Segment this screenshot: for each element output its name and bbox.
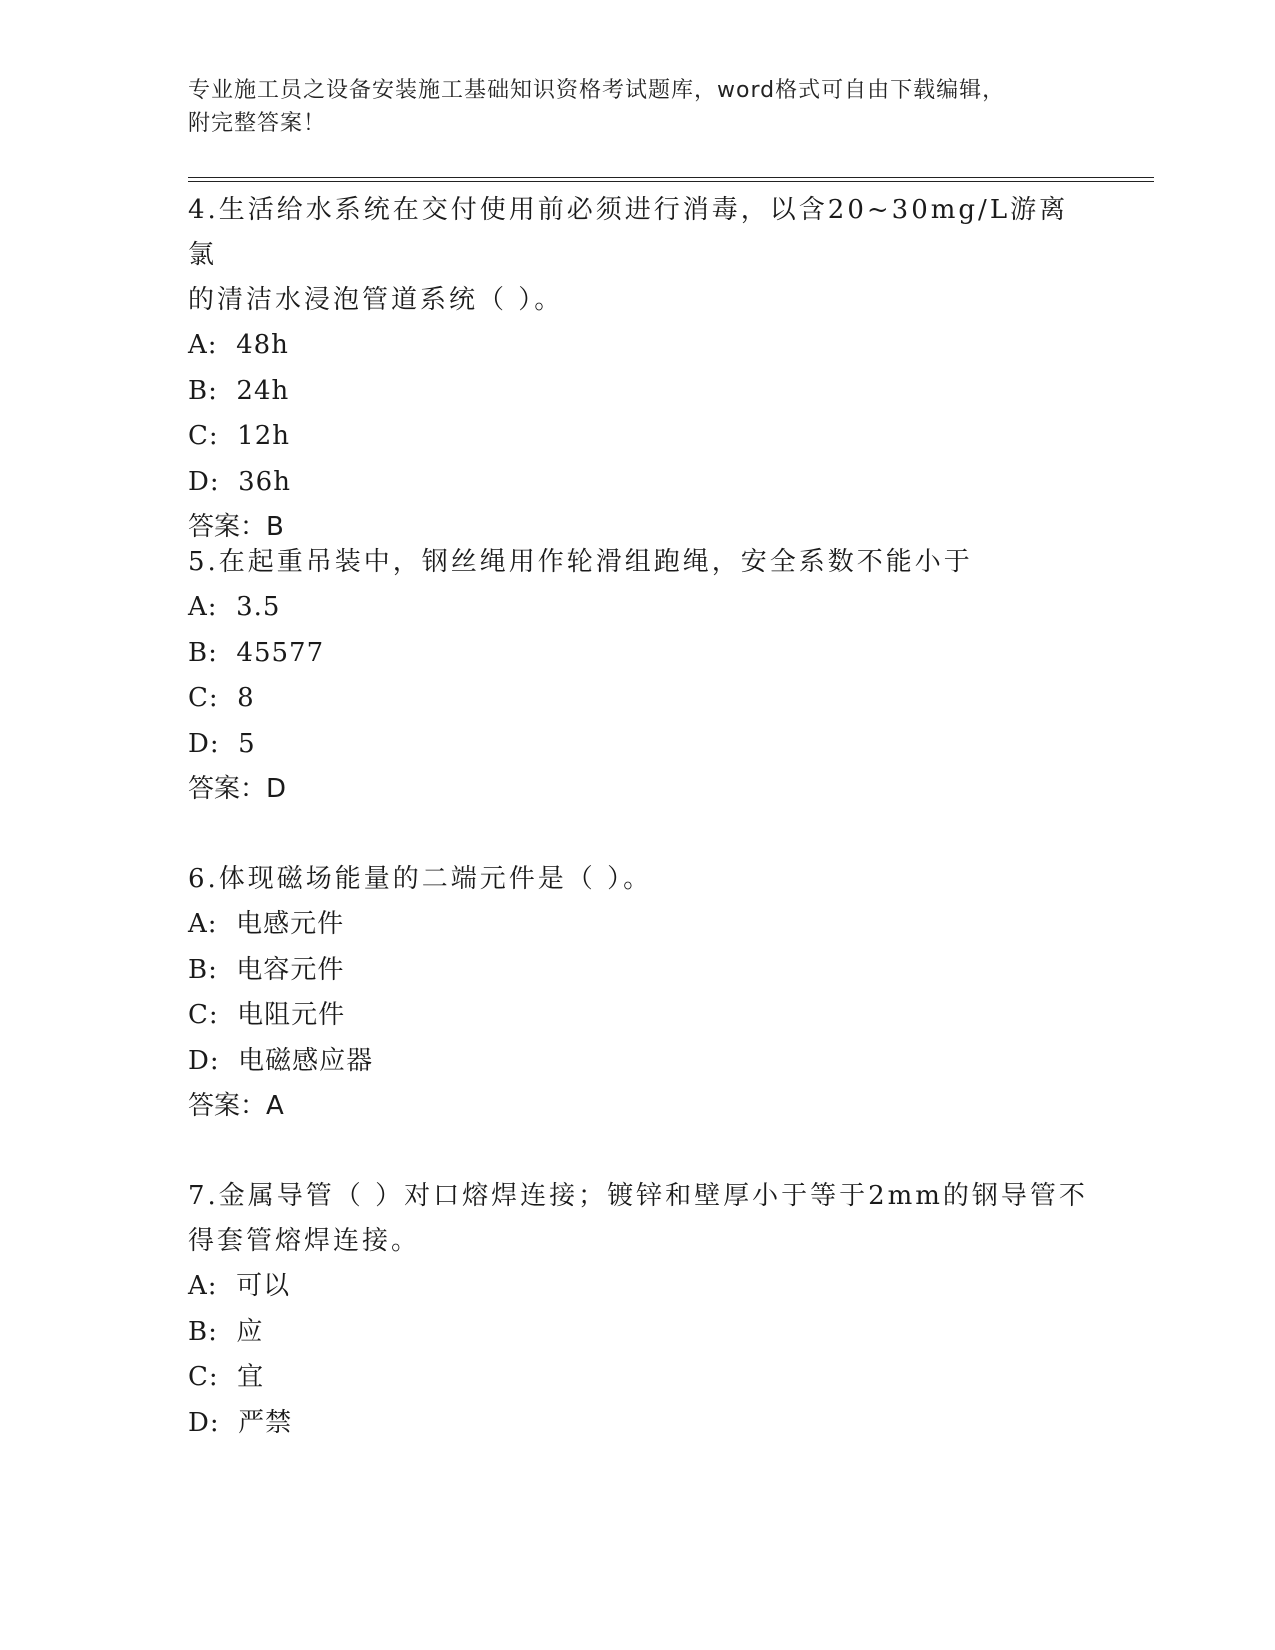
option-c: C: 电阻元件 [188, 1000, 346, 1030]
header-divider-bottom [188, 181, 1154, 182]
option-d: D: 36h [188, 466, 291, 497]
answer-label: 答案：B [188, 512, 284, 542]
question-stem-line-1: 4.生活给水系统在交付使用前必须进行消毒，以含20~30mg/L游离氯 [188, 195, 1069, 270]
question-7 [188, 1174, 1088, 1446]
question-4 [188, 188, 1088, 549]
question-6 [188, 857, 1088, 1128]
option-d: D: 严禁 [188, 1407, 293, 1438]
option-d: D: 5 [188, 728, 256, 759]
option-a: A: 可以 [188, 1271, 291, 1301]
option-b: B: 45577 [188, 637, 325, 668]
option-c: C: 12h [188, 421, 291, 451]
option-b: B: 应 [188, 1316, 264, 1347]
option-b: B: 电容元件 [188, 954, 345, 985]
question-stem-line-2: 得套管熔焊连接。 [188, 1226, 421, 1256]
option-a: A: 3.5 [188, 592, 281, 622]
answer-label: 答案：D [188, 774, 287, 804]
question-stem-line-1: 7.金属导管（ ）对口熔焊连接；镀锌和壁厚小于等于2mm的钢导管不 [188, 1181, 1088, 1211]
question-5 [188, 540, 1088, 811]
question-stem-line-1: 6.体现磁场能量的二端元件是（ ）。 [188, 864, 653, 894]
answer-label: 答案：A [188, 1091, 284, 1121]
option-a: A: 电感元件 [188, 909, 345, 939]
option-d: D: 电磁感应器 [188, 1045, 374, 1076]
option-c: C: 宜 [188, 1362, 265, 1392]
question-stem-line-2: 的清洁水浸泡管道系统（ ）。 [188, 285, 564, 315]
option-a: A: 48h [188, 330, 289, 360]
option-b: B: 24h [188, 375, 290, 406]
header-line-1: 专业施工员之设备安装施工基础知识资格考试题库，word格式可自由下载编辑， [188, 78, 1006, 103]
option-c: C: 8 [188, 683, 255, 713]
header-divider-top [188, 177, 1154, 178]
document-header [188, 74, 1068, 140]
question-stem-line-1: 5.在起重吊装中，钢丝绳用作轮滑组跑绳，安全系数不能小于 [188, 547, 973, 577]
header-line-2: 附完整答案！ [188, 111, 327, 136]
